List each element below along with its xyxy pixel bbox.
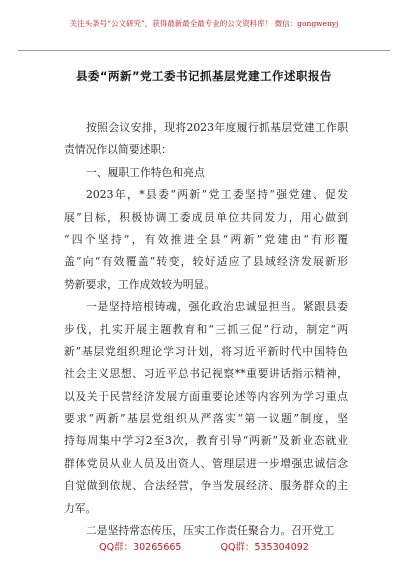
body-line: 2023年，*县委“两新”党工委坚持“强党建、促发 [86,188,348,202]
footer-qq-group-1: QQ群：30265665 [99,542,182,553]
body-line: 二是坚持常态传压，压实工作责任聚合力。召开党工 [86,524,335,538]
body-line: “四个坚持”，有效推进全县“两新”党建由“有形覆 [64,232,348,246]
body-line: 要求“两新”基层党组织从严落实“第一议题”制度，坚 [64,412,348,426]
body-line: 一是坚持培根铸魂，强化政治忠诚显担当。紧跟县委 [86,300,348,314]
body-line: 一、履职工作特色和亮点 [86,165,205,179]
body-line: 展”目标，积极协调工委成员单位共同发力，用心做到 [64,210,348,224]
header-divider [18,50,390,51]
document-title: 县委“两新”党工委书记抓基层党建工作述职报告 [75,69,333,83]
footer-qq-group-2: QQ群：535304092 [220,542,309,553]
body-line: 群体党员从业人员及出资人、管理层进一步增强忠诚信念 [64,456,348,470]
body-line: 责情况作以简要述职： [64,143,172,157]
body-line: 以及关于民营经济发展方面重要论述等内容列为学习重点 [64,389,348,403]
body-line: 持每周集中学习2至3次，教育引导“两新”及新业态就业 [64,434,348,448]
body-line: 自觉做到依规、合法经营，争当发展经济、服务群众的主 [64,479,348,493]
body-line: 力军。 [64,501,97,515]
body-line: 按照会议安排，现将2023年度履行抓基层党建工作职 [86,121,348,134]
body-line: 社会主义思想、习近平总书记视察**重要讲话指示精神， [64,367,348,381]
document-body [64,117,348,542]
header-note: 关注头条号“公文研究”，获得最新最全最专业的公文资料库！ 微信：gongwenyj [69,19,339,28]
body-line: 步伐，扎实开展主题教育和“三抓三促”行动，制定“两 [64,322,348,336]
body-line: 新”基层党组织理论学习计划，将习近平新时代中国特色 [64,344,348,358]
body-line: 势新要求，工作成效较为明显。 [64,277,216,291]
footer [0,539,408,553]
body-line: 盖”向“有效覆盖”转变，较好适应了县域经济发展新形 [64,255,348,269]
